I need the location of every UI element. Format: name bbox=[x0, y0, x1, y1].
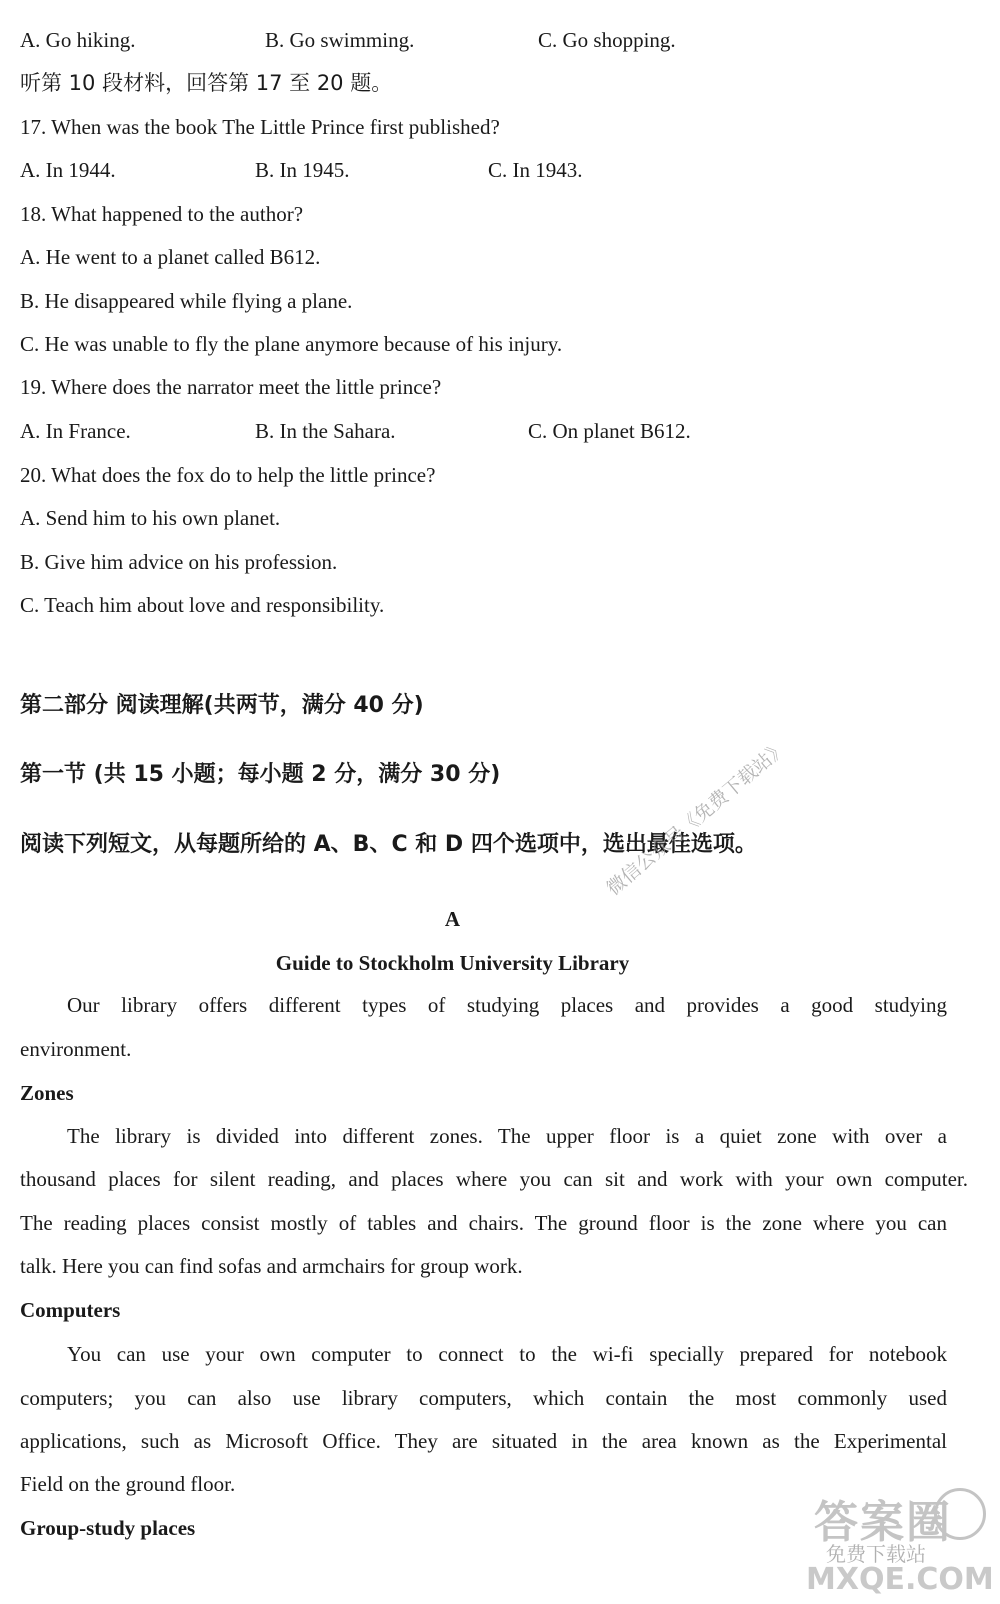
reading-instructions: 阅读下列短文，从每题所给的 A、B、C 和 D 四个选项中，选出最佳选项。 bbox=[20, 832, 757, 857]
zones-line-2-text: thousand places for silent reading, and places where you can sit and work with your own computer. bbox=[20, 1167, 968, 1191]
passage-label: A bbox=[444, 907, 461, 931]
zones-line-4: talk. Here you can find sofas and armchairs for group work. bbox=[20, 1254, 523, 1278]
logo-subtext: 免费下载站 bbox=[826, 1542, 926, 1566]
q17-option-c: C. In 1943. bbox=[488, 158, 583, 182]
q20-stem: 20. What does the fox do to help the little prince? bbox=[20, 463, 436, 487]
site-logo-watermark bbox=[806, 1486, 996, 1598]
q16-option-a: A. Go hiking. bbox=[20, 28, 136, 52]
q20-option-b: B. Give him advice on his profession. bbox=[20, 550, 338, 574]
q20-option-a: A. Send him to his own planet. bbox=[20, 506, 281, 530]
logo-text: 答案圈 bbox=[814, 1497, 952, 1548]
zones-line-3-text: The reading places consist mostly of tables and chairs. The ground floor is the zone where you can bbox=[20, 1211, 947, 1235]
computers-line-3-text: applications, such as Microsoft Office. They are situated in the area known as the Experimental bbox=[20, 1429, 947, 1453]
zones-line-2 bbox=[20, 1166, 968, 1192]
intro-line-2: environment. bbox=[20, 1037, 132, 1061]
q20-option-c: C. Teach him about love and responsibility. bbox=[20, 593, 385, 617]
q19-stem: 19. Where does the narrator meet the little prince? bbox=[20, 375, 442, 399]
computers-line-1-text: You can use your own computer to connect to the wi-fi specially prepared for notebook bbox=[67, 1342, 947, 1366]
zones-line-3 bbox=[20, 1210, 947, 1236]
q19-option-c: C. On planet B612. bbox=[528, 419, 691, 443]
heading-computers: Computers bbox=[20, 1298, 121, 1322]
computers-line-2-text: computers; you can also use library computers, which contain the most commonly used bbox=[20, 1386, 947, 1410]
q18-option-c: C. He was unable to fly the plane anymore because of his injury. bbox=[20, 332, 563, 356]
q18-stem: 18. What happened to the author? bbox=[20, 202, 304, 226]
computers-line-1 bbox=[67, 1341, 947, 1367]
q18-option-a: A. He went to a planet called B612. bbox=[20, 245, 321, 269]
q17-option-a: A. In 1944. bbox=[20, 158, 116, 182]
reading-section-title: 第一节 (共 15 小题；每小题 2 分，满分 30 分) bbox=[20, 762, 501, 787]
computers-line-3 bbox=[20, 1428, 947, 1454]
intro-line-1 bbox=[67, 992, 947, 1018]
diagonal-watermark: 微信公众号《免费下载站》 bbox=[602, 736, 792, 900]
q16-option-c: C. Go shopping. bbox=[538, 28, 676, 52]
passage-title: Guide to Stockholm University Library bbox=[275, 951, 630, 975]
zones-line-1 bbox=[67, 1123, 947, 1149]
intro-line-1-text: Our library offers different types of studying places and provides a good studying bbox=[67, 993, 947, 1017]
q17-stem: 17. When was the book The Little Prince first published? bbox=[20, 115, 500, 139]
q19-option-b: B. In the Sahara. bbox=[255, 419, 396, 443]
q19-option-a: A. In France. bbox=[20, 419, 131, 443]
logo-url: MXQE.COM bbox=[806, 1562, 994, 1597]
heading-zones: Zones bbox=[20, 1081, 74, 1105]
q17-option-b: B. In 1945. bbox=[255, 158, 350, 182]
q16-option-b: B. Go swimming. bbox=[265, 28, 415, 52]
zones-line-1-text: The library is divided into different zones. The upper floor is a quiet zone with over a bbox=[67, 1124, 947, 1148]
heading-group-study: Group-study places bbox=[20, 1516, 196, 1540]
listening-section-intro: 听第 10 段材料，回答第 17 至 20 题。 bbox=[20, 71, 393, 95]
q18-option-b: B. He disappeared while flying a plane. bbox=[20, 289, 353, 313]
reading-part-title: 第二部分 阅读理解(共两节，满分 40 分) bbox=[20, 693, 424, 718]
computers-line-2 bbox=[20, 1385, 947, 1411]
computers-line-4: Field on the ground floor. bbox=[20, 1472, 236, 1496]
